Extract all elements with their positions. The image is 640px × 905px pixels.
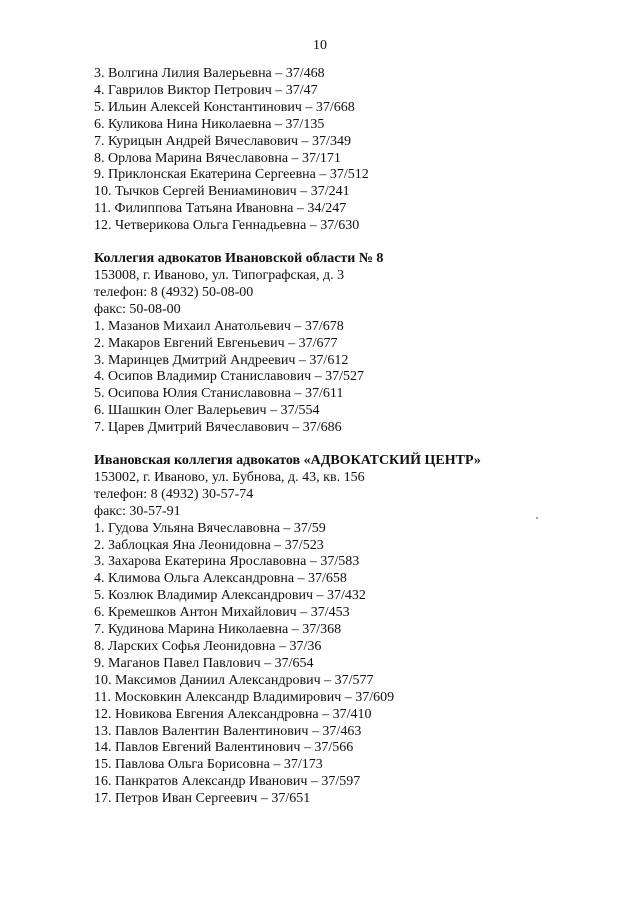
list-item: 4. Осипов Владимир Станиславович – 37/527 [94,369,365,385]
list-item: 8. Орлова Марина Вячеславовна – 37/171 [94,150,341,166]
list-item: 4. Климова Ольга Александровна – 37/658 [94,571,347,587]
list-item: 9. Маганов Павел Павлович – 37/654 [94,655,314,671]
list-item: 3. Маринцев Дмитрий Андреевич – 37/612 [94,352,349,368]
list-item: 11. Филиппова Татьяна Ивановна – 34/247 [94,201,347,217]
list-item: факс: 50-08-00 [94,301,181,317]
list-item: 5. Козлюк Владимир Александрович – 37/432 [94,588,366,604]
list-item: 8. Ларских Софья Леонидовна – 37/36 [94,639,322,654]
section-advocate-center [94,453,614,808]
section-list-continuation [94,66,614,235]
list-item: 9. Приклонская Екатерина Сергеевна – 37/512 [94,167,369,183]
scan-speck [536,517,538,519]
list-item: 6. Шашкин Олег Валерьевич – 37/554 [94,403,320,419]
list-item: 13. Павлов Валентин Валентинович – 37/463 [94,723,362,739]
section-bar-association-8 [94,251,614,437]
list-item: 5. Осипова Юлия Станиславовна – 37/611 [94,386,344,402]
section-heading: Коллегия адвокатов Ивановской области № 8 [94,251,384,267]
list-item: телефон: 8 (4932) 30-57-74 [94,486,254,502]
list-item: 4. Гаврилов Виктор Петрович – 37/47 [94,82,318,98]
document-body [94,66,614,808]
list-item: 14. Павлов Евгений Валентинович – 37/566 [94,740,354,756]
section-heading: Ивановская коллегия адвокатов «АДВОКАТСКИЙ ЦЕНТР» [94,453,481,469]
list-item: 15. Павлова Ольга Борисовна – 37/173 [94,757,323,773]
list-item: 5. Ильин Алексей Константинович – 37/668 [94,99,355,115]
list-item: 3. Волгина Лилия Валерьевна – 37/468 [94,66,325,81]
list-item: 12. Новикова Евгения Александровна – 37/410 [94,706,372,722]
list-item: 153008, г. Иваново, ул. Типографская, д. 3 [94,267,345,283]
list-item: 7. Курицын Андрей Вячеславович – 37/349 [94,133,351,149]
list-item: 2. Заблоцкая Яна Леонидовна – 37/523 [94,537,324,553]
list-item: факс: 30-57-91 [94,503,181,519]
list-item: 11. Московкин Александр Владимирович – 37/609 [94,689,395,705]
list-item: 6. Куликова Нина Николаевна – 37/135 [94,116,325,132]
list-item: 153002, г. Иваново, ул. Бубнова, д. 43, кв. 156 [94,469,365,485]
list-item: 17. Петров Иван Сергеевич – 37/651 [94,791,311,807]
list-item: телефон: 8 (4932) 50-08-00 [94,284,254,300]
list-item: 10. Максимов Даниил Александрович – 37/577 [94,672,374,688]
list-item: 2. Макаров Евгений Евгеньевич – 37/677 [94,335,338,351]
list-item: 3. Захарова Екатерина Ярославовна – 37/583 [94,554,360,570]
list-item: 6. Кремешков Антон Михайлович – 37/453 [94,605,350,621]
list-item: 16. Панкратов Александр Иванович – 37/597 [94,774,361,790]
list-item: 10. Тычков Сергей Вениаминович – 37/241 [94,184,350,200]
list-item: 12. Четверикова Ольга Геннадьевна – 37/630 [94,218,360,234]
list-item: 1. Мазанов Михаил Анатольевич – 37/678 [94,318,344,334]
list-item: 7. Кудинова Марина Николаевна – 37/368 [94,622,342,638]
list-item: 1. Гудова Ульяна Вячеславовна – 37/59 [94,520,326,536]
list-item: 7. Царев Дмитрий Вячеславович – 37/686 [94,420,342,436]
page-number: 10 [313,38,327,53]
